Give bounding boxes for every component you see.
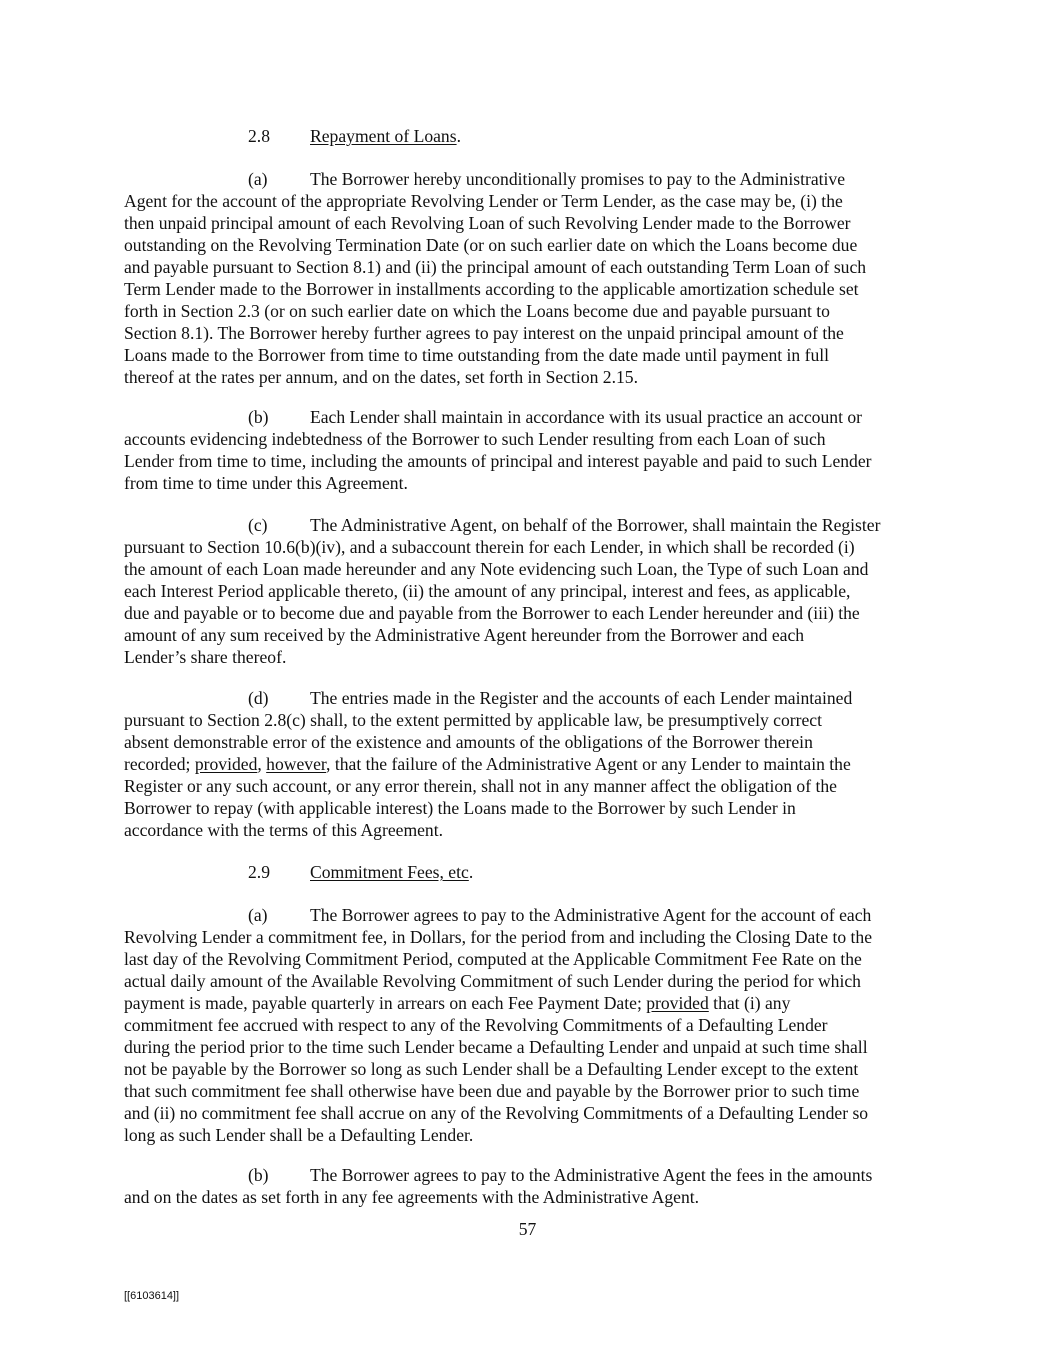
paragraph-text: The Borrower hereby unconditionally promises to pay to the Administrative Agent for the account of the appropriate Revolving Lender or Term Lender, as the case may be, (i) the then unpaid principal amount of each Revolving Loan of such Revolving Lender made to the Borrower outstanding on the Revolving Termination Date (or on such earlier date on which the Loans become due and payable pursuant to Section 8.1) and (ii) the principal amount of each outstanding Term Loan of such Term Lender made to the Borrower in installments according to the applicable amortization schedule set forth in Section 2.3 (or on such earlier date on which the Loans become due and payable pursuant to Section 8.1). The Borrower hereby further agrees to pay interest on the unpaid principal amount of the Loans made to the Borrower from time to time outstanding from the date made until payment in full thereof at the rates per annum, and on the dates, set forth in Section 2.15.: [124, 169, 867, 387]
paragraph-label: (c): [248, 515, 268, 535]
paragraph-label: (a): [248, 169, 268, 189]
paragraph-text-before: The entries made in the Register and the accounts of each Lender maintained pursuant to Section 2.8(c) shall, to the extent permitted by applicable law, be presumptively correct absent demonstrable error of the existence and amounts of the obligations of the Borrower therein recorded;: [124, 688, 853, 774]
paragraph-label: (b): [248, 1165, 269, 1185]
section-number: 2.9: [248, 862, 270, 882]
section-heading-2-8: 2.8 Repayment of Loans.: [248, 126, 461, 146]
paragraph-2-9-b: [124, 1164, 934, 1208]
paragraph-text: Each Lender shall maintain in accordance with its usual practice an account or accounts evidencing indebtedness of the Borrower to such Lender resulting from each Loan of such Lender from time to time, including the amounts of principal and interest payable and paid to such Lender from time to time under this Agreement.: [124, 407, 872, 493]
paragraph-label: (a): [248, 905, 268, 925]
paragraph-label: (b): [248, 407, 269, 427]
paragraph-text: The Borrower agrees to pay to the Administrative Agent the fees in the amounts and on the dates as set forth in any fee agreements with the Administrative Agent.: [124, 1165, 873, 1207]
section-number: 2.8: [248, 126, 270, 146]
paragraph-2-8-a: [124, 168, 934, 388]
paragraph-text-before: The Borrower agrees to pay to the Administrative Agent for the account of each Revolving Lender a commitment fee, in Dollars, for the period from and including the Closing Date to the last day of the Revolving Commitment Period, computed at the Applicable Commitment Fee Rate on the actual daily amount of the Available Revolving Commitment of such Lender during the period for which payment is made, payable quarterly in arrears on each Fee Payment Date;: [124, 905, 873, 1013]
paragraph-2-8-d: [124, 687, 934, 841]
page-number: 57: [518, 1219, 537, 1239]
section-title: Commitment Fees, etc: [310, 862, 469, 882]
document-id: [[6103614]]: [124, 1290, 180, 1302]
however-term: however: [266, 754, 327, 774]
provided-term: provided: [194, 754, 258, 774]
section-title: Repayment of Loans: [310, 126, 457, 146]
paragraph-2-8-c: [124, 514, 934, 668]
paragraph-2-8-b: [124, 406, 934, 494]
paragraph-text-after: that (i) any commitment fee accrued with respect to any of the Revolving Commitments of a Defaulting Lender during the period prior to the time such Lender became a Defaulting Lender and unpaid at such time shall not be payable by the Borrower so long as such Lender shall be a Defaulting Lender except to the extent that such commitment fee shall otherwise have been due and payable by the Borrower prior to such time and (ii) no commitment fee shall accrue on any of the Revolving Commitments of a Defaulting Lender so long as such Lender shall be a Defaulting Lender.: [124, 993, 869, 1145]
paragraph-text-after: , that the failure of the Administrative Agent or any Lender to maintain the Register or any such account, or any error therein, shall not in any manner affect the obligation of the Borrower to repay (with applicable interest) the Loans made to the Borrower by such Lender in accordance with the terms of this Agreement.: [124, 754, 851, 840]
paragraph-2-9-a: [124, 904, 934, 1146]
paragraph-label: (d): [248, 688, 269, 708]
paragraph-text: The Administrative Agent, on behalf of the Borrower, shall maintain the Register pursuant to Section 10.6(b)(iv), and a subaccount therein for each Lender, in which shall be recorded (i) the amount of each Loan made hereunder and any Note evidencing such Loan, the Type of such Loan and each Interest Period applicable thereto, (ii) the amount of any principal, interest and fees, as applicable, due and payable or to become due and payable from the Borrower to each Lender hereunder and (iii) the amount of any sum received by the Administrative Agent hereunder from the Borrower and each Lender’s share thereof.: [124, 515, 881, 667]
section-heading-2-9: 2.9 Commitment Fees, etc.: [248, 862, 474, 882]
term-separator: ,: [257, 754, 267, 774]
provided-term: provided: [646, 993, 709, 1013]
